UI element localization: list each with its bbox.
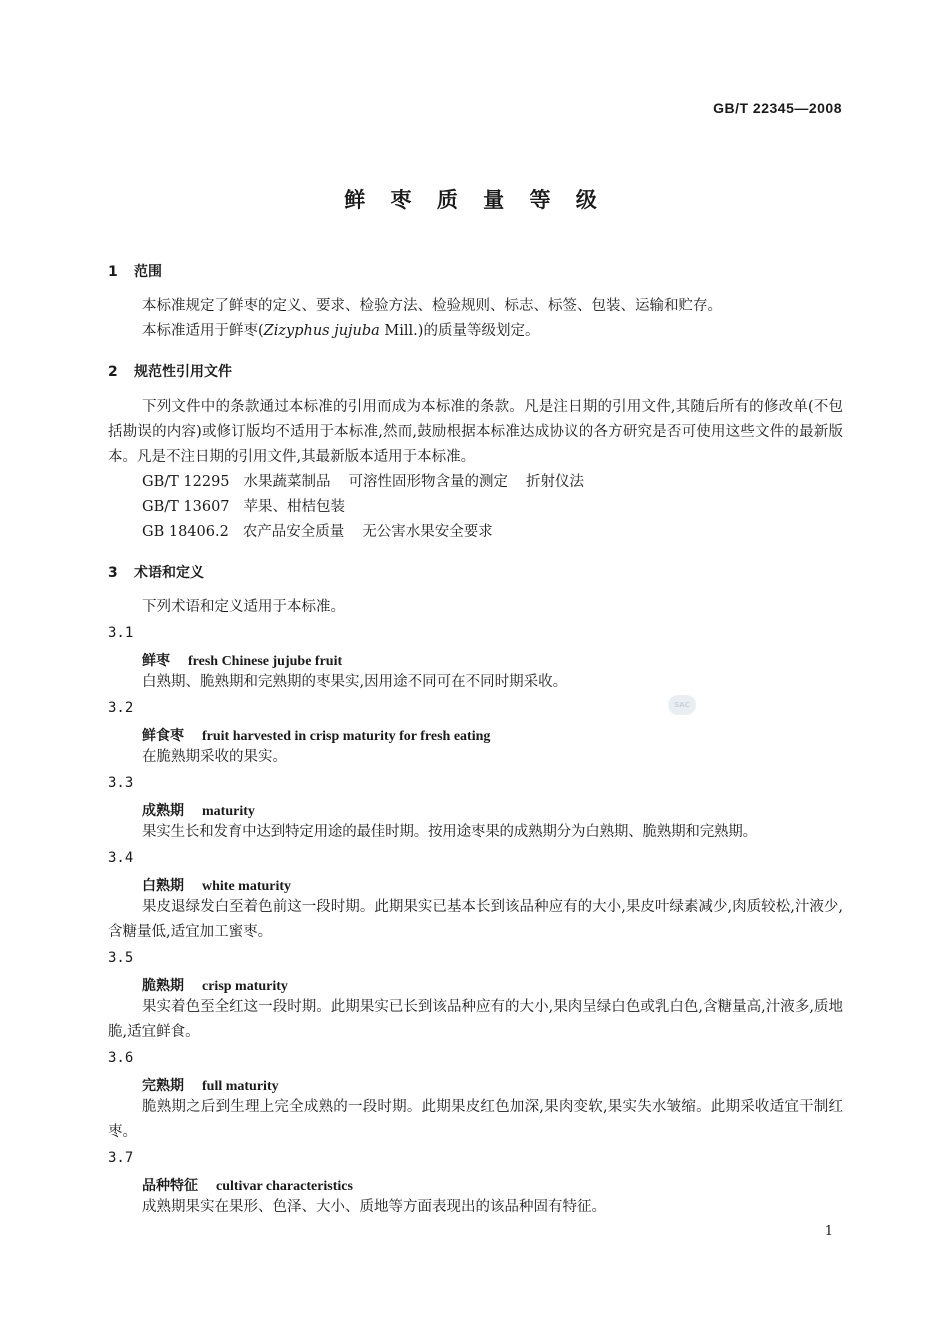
- term-number: 3.7: [108, 1150, 134, 1166]
- term-en: white maturity: [202, 879, 292, 894]
- term-zh: 鲜枣: [142, 653, 170, 669]
- section-3-heading: [108, 562, 204, 582]
- scope-line-1: 本标准规定了鲜枣的定义、要求、检验方法、检验规则、标志、标签、包装、运输和贮存。: [142, 298, 722, 314]
- term-definition: 果皮退绿发白至着色前这一段时期。此期果实已基本长到该品种应有的大小,果皮叶绿素减少,肉质较松,汁液少,含糖量低,适宜加工蜜枣。: [108, 899, 843, 940]
- term-heading: [142, 725, 490, 745]
- term-en: cultivar characteristics: [216, 1179, 353, 1194]
- term-definition: 白熟期、脆熟期和完熟期的枣果实,因用途不同可在不同时期采收。: [142, 674, 568, 690]
- term-definition: 果实生长和发育中达到特定用途的最佳时期。按用途枣果的成熟期分为白熟期、脆熟期和完熟期。: [142, 824, 757, 840]
- term-definition: 果实着色至全红这一段时期。此期果实已长到该品种应有的大小,果肉呈绿白色或乳白色,含糖量高,汁液多,质地脆,适宜鲜食。: [108, 999, 843, 1040]
- reference-item: [142, 520, 493, 545]
- scope-text: 本标准适用于鲜枣(: [142, 323, 264, 339]
- term-number: 3.5: [108, 950, 134, 966]
- term-heading: [142, 800, 255, 820]
- term-en: full maturity: [202, 1079, 279, 1094]
- term-en: fresh Chinese jujube fruit: [188, 654, 343, 669]
- scientific-name: Zizyphus jujuba: [263, 323, 380, 339]
- scope-line-2: [142, 319, 539, 344]
- section-number: 3: [108, 565, 118, 581]
- term-heading: [142, 650, 342, 670]
- term-heading: [142, 975, 288, 995]
- scope-text: Mill.)的质量等级划定。: [379, 323, 540, 339]
- term-heading: [142, 1175, 353, 1195]
- term-number: 3.2: [108, 700, 134, 716]
- document-code: GB/T 22345—2008: [713, 100, 842, 116]
- reference-code: GB 18406.2: [142, 524, 229, 540]
- reference-item: [142, 495, 345, 520]
- reference-item: [142, 470, 584, 495]
- term-number: 3.6: [108, 1050, 134, 1066]
- term-number: 3.1: [108, 625, 134, 641]
- term-en: maturity: [202, 804, 255, 819]
- terms-intro: 下列术语和定义适用于本标准。: [142, 599, 345, 615]
- term-zh: 鲜食枣: [142, 728, 184, 744]
- term-heading: [142, 1075, 279, 1095]
- term-definition: 在脆熟期采收的果实。: [142, 749, 287, 765]
- reference-title: 水果蔬菜制品 可溶性固形物含量的测定 折射仪法: [243, 474, 585, 490]
- section-title: 范围: [134, 264, 162, 280]
- reference-title: 农产品安全质量 无公害水果安全要求: [242, 524, 493, 540]
- term-zh: 完熟期: [142, 1078, 184, 1094]
- section-1-heading: [108, 261, 162, 281]
- watermark-logo: SAC: [668, 695, 696, 715]
- reference-code: GB/T 13607: [142, 499, 230, 515]
- document-title: 鲜 枣 质 量 等 级: [344, 188, 606, 212]
- page-number: 1: [824, 1224, 833, 1239]
- term-zh: 脆熟期: [142, 978, 184, 994]
- reference-code: GB/T 12295: [142, 474, 230, 490]
- term-heading: [142, 875, 291, 895]
- section-2-heading: [108, 361, 232, 381]
- term-number: 3.3: [108, 775, 134, 791]
- section-title: 术语和定义: [134, 565, 204, 581]
- term-zh: 品种特征: [142, 1178, 198, 1194]
- term-zh: 成熟期: [142, 803, 184, 819]
- term-zh: 白熟期: [142, 878, 184, 894]
- section-number: 1: [108, 264, 118, 280]
- term-definition: 脆熟期之后到生理上完全成熟的一段时期。此期果皮红色加深,果肉变软,果实失水皱缩。此期采收适宜干制红枣。: [108, 1099, 843, 1140]
- section-title: 规范性引用文件: [134, 364, 232, 380]
- term-definition: 成熟期果实在果形、色泽、大小、质地等方面表现出的该品种固有特征。: [142, 1199, 606, 1215]
- normative-references-paragraph: 下列文件中的条款通过本标准的引用而成为本标准的条款。凡是注日期的引用文件,其随后所有的修改单(不包括勘误的内容)或修订版均不适用于本标准,然而,鼓励根据本标准达成协议的各方研究是否可使用这些文件的最新版本。凡是不注日期的引用文件,其最新版本适用于本标准。: [108, 399, 843, 465]
- term-en: crisp maturity: [202, 979, 288, 994]
- term-en: fruit harvested in crisp maturity for fresh eating: [202, 729, 491, 744]
- term-number: 3.4: [108, 850, 134, 866]
- reference-title: 苹果、柑桔包装: [243, 499, 346, 515]
- section-number: 2: [108, 364, 118, 380]
